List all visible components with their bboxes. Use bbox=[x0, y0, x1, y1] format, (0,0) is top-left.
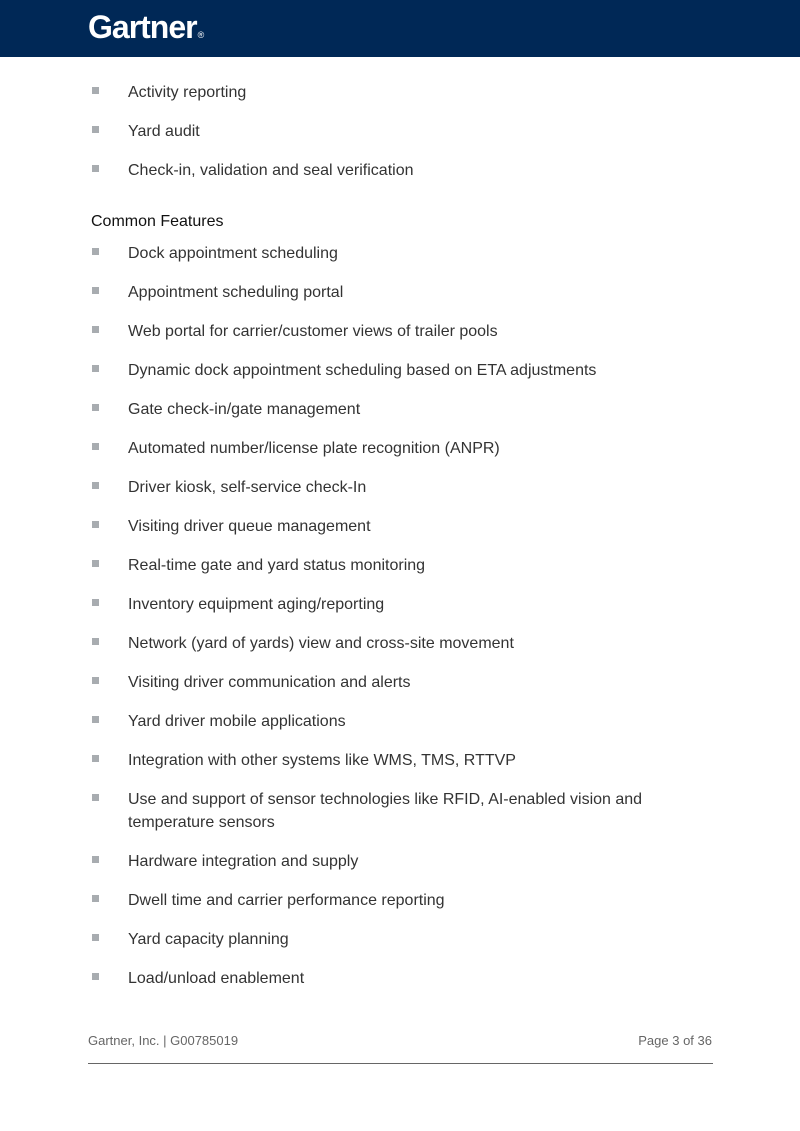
list-item-text: Dynamic dock appointment scheduling based on ETA adjustments bbox=[128, 362, 597, 379]
square-bullet-icon bbox=[92, 934, 99, 941]
list-item bbox=[0, 710, 800, 749]
list-item-text: Load/unload enablement bbox=[128, 970, 305, 987]
section-heading: Common Features bbox=[91, 213, 224, 230]
list-item-text: Driver kiosk, self-service check-In bbox=[128, 479, 367, 496]
features-bullet-list bbox=[0, 242, 800, 1006]
list-item bbox=[0, 788, 800, 850]
square-bullet-icon bbox=[92, 87, 99, 94]
footer-page-number: Page 3 of 36 bbox=[638, 1033, 712, 1048]
square-bullet-icon bbox=[92, 755, 99, 762]
list-item-text: Web portal for carrier/customer views of trailer pools bbox=[128, 323, 498, 340]
square-bullet-icon bbox=[92, 443, 99, 450]
list-item bbox=[0, 632, 800, 671]
list-item-text: Yard audit bbox=[128, 123, 200, 140]
list-item-text: Network (yard of yards) view and cross-site movement bbox=[128, 635, 514, 652]
list-item bbox=[0, 671, 800, 710]
list-item-text: Dwell time and carrier performance reporting bbox=[128, 892, 445, 909]
top-bullet-list bbox=[0, 81, 800, 198]
list-item bbox=[0, 515, 800, 554]
list-item-text: Hardware integration and supply bbox=[128, 853, 359, 870]
list-item bbox=[0, 593, 800, 632]
square-bullet-icon bbox=[92, 599, 99, 606]
list-item-text: Appointment scheduling portal bbox=[128, 284, 344, 301]
logo-text: Gartner bbox=[88, 9, 197, 45]
square-bullet-icon bbox=[92, 165, 99, 172]
square-bullet-icon bbox=[92, 677, 99, 684]
square-bullet-icon bbox=[92, 248, 99, 255]
square-bullet-icon bbox=[92, 794, 99, 801]
list-item-text: Use and support of sensor technologies like RFID, AI-enabled vision and temperature sensors bbox=[128, 791, 643, 831]
list-item-text: Integration with other systems like WMS, TMS, RTTVP bbox=[128, 752, 516, 769]
square-bullet-icon bbox=[92, 482, 99, 489]
footer-divider bbox=[88, 1063, 713, 1064]
square-bullet-icon bbox=[92, 716, 99, 723]
square-bullet-icon bbox=[92, 287, 99, 294]
list-item bbox=[0, 850, 800, 889]
list-item bbox=[0, 749, 800, 788]
gartner-logo bbox=[88, 9, 204, 53]
list-item-text: Visiting driver queue management bbox=[128, 518, 371, 535]
square-bullet-icon bbox=[92, 326, 99, 333]
list-item-text: Real-time gate and yard status monitoring bbox=[128, 557, 426, 574]
list-item-text: Yard driver mobile applications bbox=[128, 713, 346, 730]
list-item bbox=[0, 159, 800, 198]
square-bullet-icon bbox=[92, 638, 99, 645]
square-bullet-icon bbox=[92, 521, 99, 528]
list-item-text: Gate check-in/gate management bbox=[128, 401, 361, 418]
list-item bbox=[0, 320, 800, 359]
list-item bbox=[0, 281, 800, 320]
list-item bbox=[0, 967, 800, 1006]
list-item bbox=[0, 554, 800, 593]
list-item bbox=[0, 120, 800, 159]
square-bullet-icon bbox=[92, 973, 99, 980]
list-item bbox=[0, 398, 800, 437]
list-item-text: Activity reporting bbox=[128, 84, 247, 101]
page-header bbox=[0, 0, 800, 57]
list-item bbox=[0, 359, 800, 398]
square-bullet-icon bbox=[92, 126, 99, 133]
list-item-text: Yard capacity planning bbox=[128, 931, 289, 948]
list-item-text: Visiting driver communication and alerts bbox=[128, 674, 411, 691]
square-bullet-icon bbox=[92, 856, 99, 863]
list-item bbox=[0, 928, 800, 967]
list-item bbox=[0, 81, 800, 120]
square-bullet-icon bbox=[92, 895, 99, 902]
list-item bbox=[0, 476, 800, 515]
registered-mark: ® bbox=[197, 30, 205, 40]
list-item bbox=[0, 437, 800, 476]
list-item-text: Automated number/license plate recognition (ANPR) bbox=[128, 440, 500, 457]
footer-document-id: Gartner, Inc. | G00785019 bbox=[88, 1033, 239, 1048]
square-bullet-icon bbox=[92, 404, 99, 411]
list-item-text: Check-in, validation and seal verification bbox=[128, 162, 414, 179]
square-bullet-icon bbox=[92, 365, 99, 372]
list-item-text: Dock appointment scheduling bbox=[128, 245, 338, 262]
list-item bbox=[0, 889, 800, 928]
list-item bbox=[0, 242, 800, 281]
square-bullet-icon bbox=[92, 560, 99, 567]
list-item-text: Inventory equipment aging/reporting bbox=[128, 596, 385, 613]
